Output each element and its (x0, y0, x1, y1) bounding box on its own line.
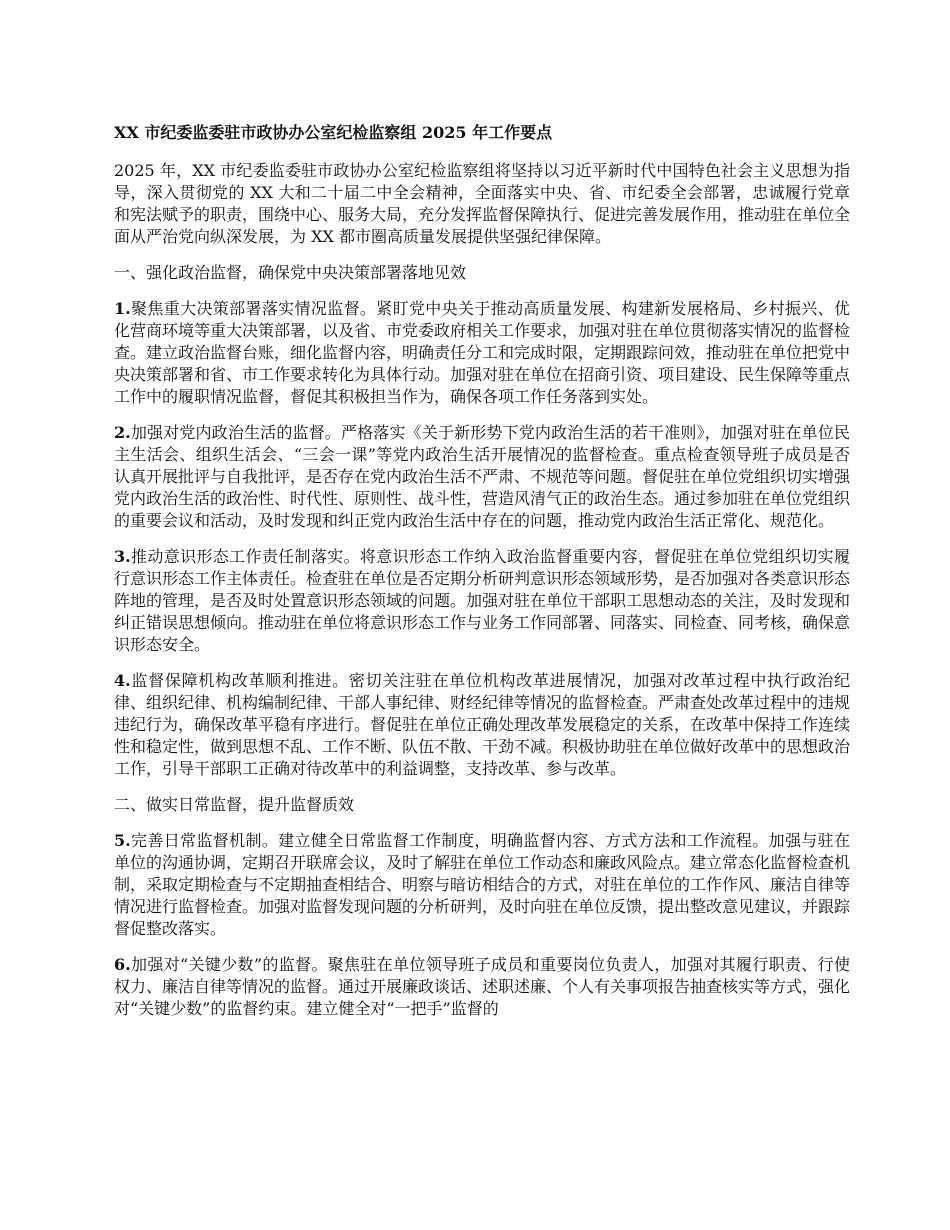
item-text: 完善日常监督机制。建立健全日常监督工作制度，明确监督内容、方式方法和工作流程。加强与驻在单位的沟通协调，定期召开联席会议，及时了解驻在单位工作动态和廉政风险点。建立常态化监督检查机制，采取定期检查与不定期抽查相结合、明察与暗访相结合的方式，对驻在单位的工作作风、廉洁自律等情况进行监督检查。加强对监督发现问题的分析研判，及时向驻在单位反馈，提出整改意见建议，并跟踪督促整改落实。 (114, 831, 851, 938)
list-item (114, 546, 850, 656)
item-number: 6. (114, 955, 131, 974)
item-text: 聚焦重大决策部署落实情况监督。紧盯党中央关于推动高质量发展、构建新发展格局、乡村振兴、优化营商环境等重大决策部署，以及省、市党委政府相关工作要求，加强对驻在单位贯彻落实情况的监督检查。建立政治监督台账，细化监督内容，明确责任分工和完成时限，定期跟踪问效，推动驻在单位把党中央决策部署和省、市工作要求转化为具体行动。加强对驻在单位在招商引资、项目建设、民生保障等重点工作中的履职情况监督，督促其积极担当作为，确保各项工作任务落到实处。 (114, 299, 851, 406)
item-text: 加强对党内政治生活的监督。严格落实《关于新形势下党内政治生活的若干准则》，加强对驻在单位民主生活会、组织生活会、“三会一课”等党内政治生活开展情况的监督检查。重点检查领导班子成员是否认真开展批评与自我批评，是否存在党内政治生活不严肃、不规范等问题。督促驻在单位党组织切实增强党内政治生活的政治性、时代性、原则性、战斗性，营造风清气正的政治生态。通过参加驻在单位党组织的重要会议和活动，及时发现和纠正党内政治生活中存在的问题，推动党内政治生活正常化、规范化。 (114, 423, 851, 530)
item-number: 2. (114, 423, 131, 442)
item-number: 4. (114, 671, 131, 690)
list-item (114, 670, 850, 780)
document-title: XX 市纪委监委驻市政协办公室纪检监察组 2025 年工作要点 (114, 123, 553, 142)
list-item (114, 422, 850, 532)
section-heading-2: 二、做实日常监督，提升监督质效 (114, 795, 355, 814)
item-lead: 加强对“关键少数”的监督。 (130, 955, 328, 974)
item-number: 3. (114, 547, 131, 566)
intro-paragraph: 2025 年，XX 市纪委监委驻市政协办公室纪检监察组将坚持以习近平新时代中国特色社会主义思想为指导，深入贯彻党的 XX 大和二十届二中全会精神，全面落实中央、省、市纪委全会部署，忠诚履行党章和宪法赋予的职责，围绕中心、服务大局，充分发挥监督保障执行、促进完善发展作用，推动驻在单位全面从严治党向纵深发展，为 XX 都市圈高质量发展提供坚强纪律保障。 (114, 161, 851, 246)
item-number: 5. (114, 831, 131, 850)
list-item (114, 954, 850, 1020)
list-item (114, 830, 850, 940)
section-heading-1: 一、强化政治监督，确保党中央决策部署落地见效 (114, 263, 467, 282)
item-text: 监督保障机构改革顺利推进。密切关注驻在单位机构改革进展情况，加强对改革过程中执行政治纪律、组织纪律、机构编制纪律、干部人事纪律、财经纪律等情况的监督检查。严肃查处改革过程中的违规违纪行为，确保改革平稳有序进行。督促驻在单位正确处理改革发展稳定的关系，在改革中保持工作连续性和稳定性，做到思想不乱、工作不断、队伍不散、干劲不减。积极协助驻在单位做好改革中的思想政治工作，引导干部职工正确对待改革中的利益调整，支持改革、参与改革。 (114, 671, 851, 778)
item-text: 推动意识形态工作责任制落实。将意识形态工作纳入政治监督重要内容，督促驻在单位党组织切实履行意识形态工作主体责任。检查驻在单位是否定期分析研判意识形态领域形势，是否加强对各类意识形态阵地的管理，是否及时处置意识形态领域的问题。加强对驻在单位干部职工思想动态的关注，及时发现和纠正错误思想倾向。推动驻在单位将意识形态工作与业务工作同部署、同落实、同检查、同考核，确保意识形态安全。 (114, 547, 851, 654)
document-page (114, 122, 850, 1034)
item-number: 1. (114, 299, 131, 318)
list-item (114, 298, 850, 408)
item-text: 聚焦驻在单位领导班子成员和重要岗位负责人，加强对其履行职责、行使权力、廉洁自律等情况的监督。通过开展廉政谈话、述职述廉、个人有关事项报告抽查核实等方式，强化对“关键少数”的监督约束。建立健全对“一把手”监督的 (114, 955, 851, 1018)
